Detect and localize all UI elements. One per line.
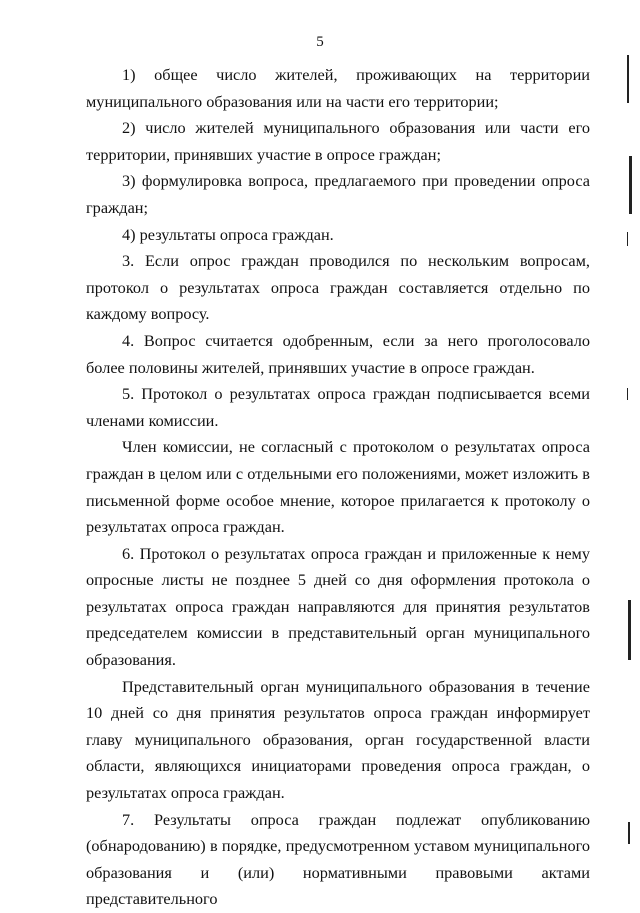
paragraph: 6. Протокол о результатах опроса граждан и приложенные к нему опросные листы не позднее 5 дней со дня оформления протокола о результатах опроса граждан направляются для принятия результатов председателем комиссии в представительный орган муниципального образования. <box>86 543 590 670</box>
scan-mark <box>627 232 628 246</box>
paragraph: 5. Протокол о результатах опроса граждан подписывается всеми членами комиссии. <box>86 384 590 430</box>
paragraph: 3) формулировка вопроса, предлагаемого при проведении опроса граждан; <box>86 171 590 217</box>
scan-mark <box>627 55 629 103</box>
scan-mark <box>628 600 631 660</box>
paragraph: Представительный орган муниципального образования в течение 10 дней со дня принятия результатов опроса граждан информирует главу муниципального образования, орган государственной власти области, являющихся инициаторами проведения опроса граждан, о результатах опроса граждан. <box>86 676 590 803</box>
document-body <box>86 62 590 913</box>
scan-mark <box>628 822 630 844</box>
scan-mark <box>629 156 632 214</box>
paragraph: 7. Результаты опроса граждан подлежат опубликованию (обнародованию) в порядке, предусмотренном уставом муниципального образования и (или) нормативными правовыми актами представительного <box>86 809 590 909</box>
paragraph: 4. Вопрос считается одобренным, если за него проголосовало более половины жителей, принявших участие в опросе граждан. <box>86 330 590 377</box>
page-number: 5 <box>316 34 324 50</box>
scan-mark <box>627 388 628 400</box>
paragraph: Член комиссии, не согласный с протоколом о результатах опроса граждан в целом или с отдельными его положениями, может изложить в письменной форме особое мнение, которое прилагается к протоколу о результатах опроса граждан. <box>86 437 590 537</box>
paragraph: 2) число жителей муниципального образования или части его территории, принявших участие в опросе граждан; <box>86 118 590 164</box>
paragraph: 4) результаты опроса граждан. <box>122 224 334 244</box>
paragraph: 1) общее число жителей, проживающих на территории муниципального образования или на части его территории; <box>86 65 590 111</box>
paragraph: 3. Если опрос граждан проводился по нескольким вопросам, протокол о результатах опроса граждан составляется отдельно по каждому вопросу. <box>86 251 590 324</box>
